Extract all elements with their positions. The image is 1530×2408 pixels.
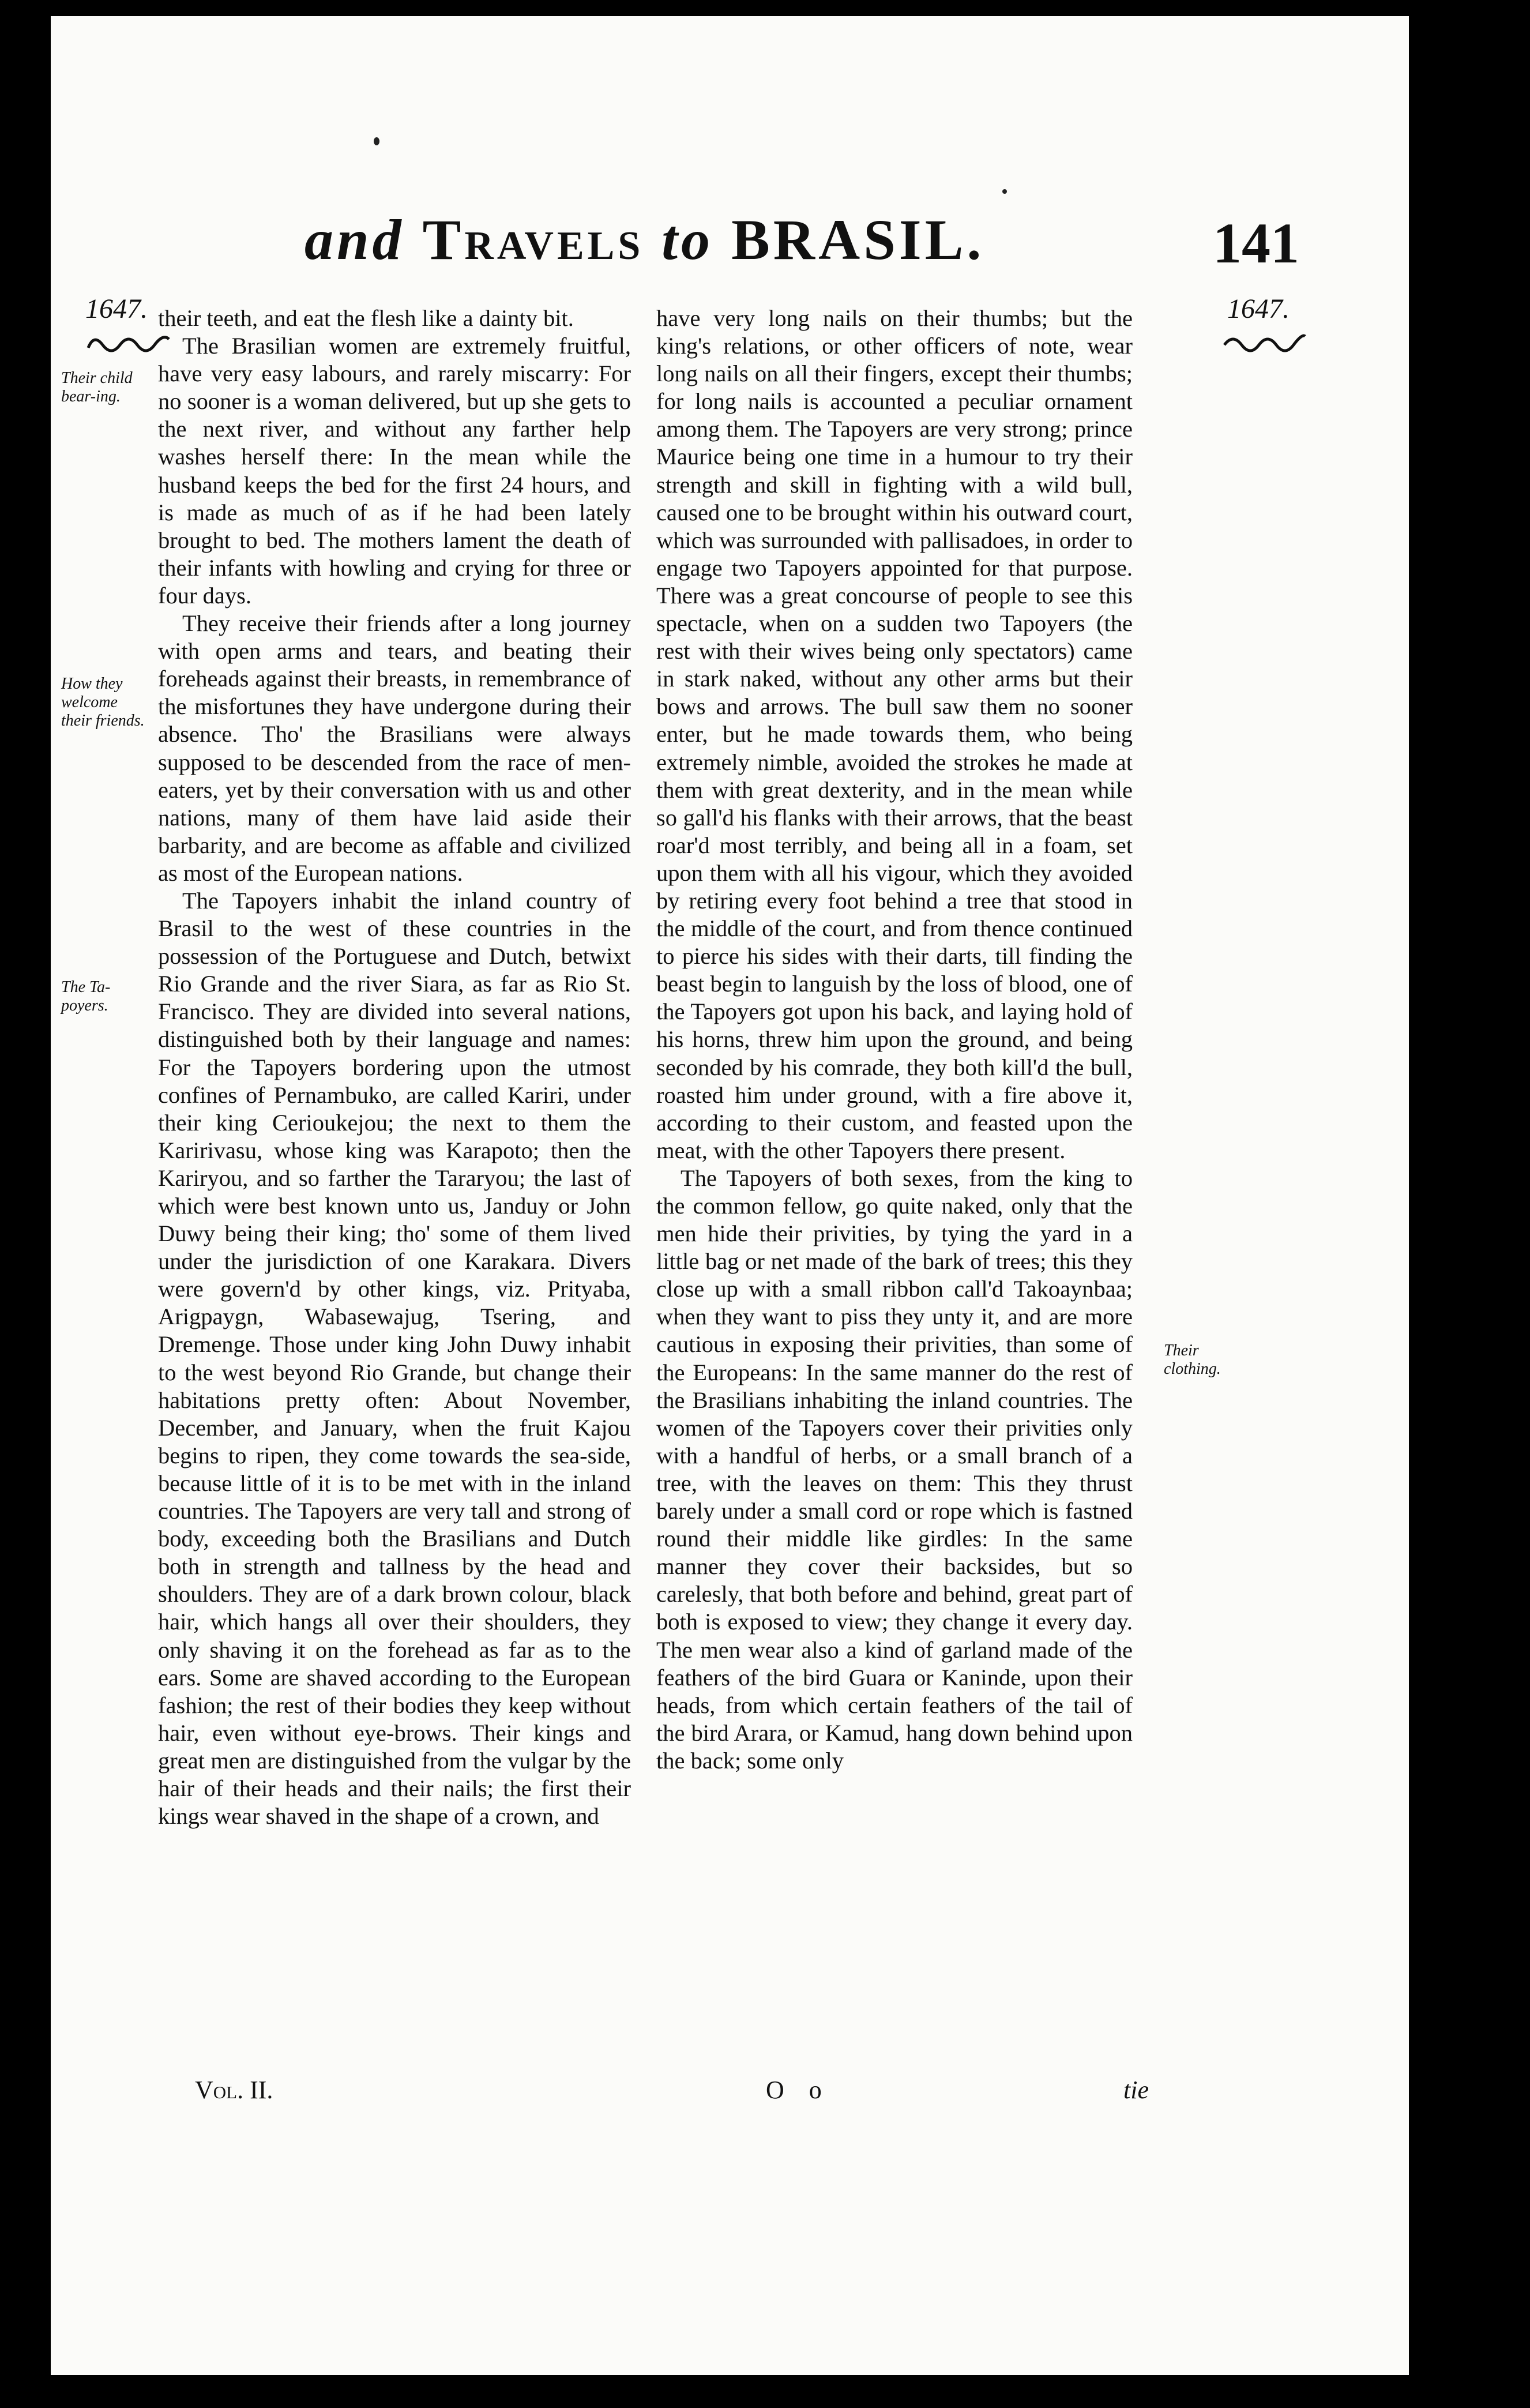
paragraph: have very long nails on their thumbs; but the king's relations, or other officers of note, wear long nails on all their fingers, except their thumbs; for long nails is accounted a peculiar ornament among them. The Tapoyers are very strong; prince Maurice being one time in a humour to try their strength and skill in fighting with a wild bull, caused one to be brought within his outward court, which was surrounded with pallisadoes, in order to engage two Tapoyers appointed for that purpose. There was a great concourse of people to see this spectacle, when on a sudden two Tapoyers (the rest with their wives being only spectators) came in stark naked, without any other arms but their bows and arrows. The bull saw them no sooner enter, but he made towards them, who being extremely nimble, avoided the strokes he made at them with great dexterity, and in the mean while so gall'd his flanks with their arrows, that the beast roar'd most terribly, and being all in a foam, set upon them with all his vigour, which they avoided by retiring every foot behind a tree that stood in the middle of the court, and from thence continued to pierce his sides with their darts, till finding the beast begin to languish by the loss of blood, one of the Tapoyers got upon his back, and laying hold of his horns, threw him upon the ground, and being seconded by his comrade, they both kill'd the bull, roasted him under ground, with a fire above it, according to their custom, and feasted upon the meat, with the other Tapoyers there present. bbox=[656, 305, 1133, 1163]
margin-note-clothing: Their clothing. bbox=[1164, 1342, 1221, 1378]
paragraph: The Tapoyers inhabit the inland country of Brasil to the west of these countries in the possession of the Portuguese and Dutch, betwixt Rio Grande and the river Siara, as far as Rio St. Francisco. They are divided into several nations, distinguished both by their language and names: For the Tapoyers bordering upon the utmost confines of Pernambuko, are called Kariri, under their king Cerioukejou; the next to them the Karirivasu, whose king was Karapoto; then the Kariryou, and so farther the Tararyou; the last of which were best known unto us, Janduy or John Duwy being their king; tho' some of them lived under the jurisdiction of one Karakara. Divers were govern'd by other kings, viz. Prityaba, Arigpaygn, Wabasewajug, Tsering, and Dremenge. Those under king John Duwy inhabit to the west beyond Rio Grande, but change their habitations pretty often: About November, December, and January, when the fruit Kajou begins to ripen, they come towards the sea-side, because little of it is to be met with in the inland countries. The Tapoyers are very tall and strong of body, exceeding both the Brasilians and Dutch both in strength and tallness by the head and shoulders. They are of a dark brown colour, black hair, which hangs all over their shoulders, they only shaving it on the forehead as far as to the ears. Some are shaved according to the European fashion; the rest of their bodies they keep without hair, even without eye-brows. Their kings and great men are distinguished from the vulgar by the hair of their heads and their nails; the first their kings wear shaved in the shape of a crown, and bbox=[158, 887, 631, 1830]
running-header bbox=[51, 206, 1409, 287]
right-column bbox=[656, 305, 1133, 1775]
catchword: tie bbox=[1123, 2076, 1149, 2104]
title-prefix: and bbox=[305, 208, 405, 272]
title-middle: Travels bbox=[422, 208, 644, 272]
paragraph: their teeth, and eat the flesh like a dainty bit. bbox=[158, 305, 574, 331]
margin-year-right: 1647. bbox=[1227, 294, 1290, 324]
margin-note-childbearing: Their child bear-ing. bbox=[61, 369, 133, 405]
left-column bbox=[158, 305, 631, 1830]
margin-note-tapoyers: The Ta-poyers. bbox=[61, 978, 111, 1015]
signature-mark: O o bbox=[766, 2076, 831, 2104]
paragraph: The Brasilian women are extremely fruitful, have very easy labours, and rarely miscarry: For no sooner is a woman delivered, but up she gets to the next river, and without any farther help washes herself there: In the mean while the husband keeps the bed for the first 24 hours, and is made as much of as if he had been lately brought to bed. The mothers lament the death of their infants with howling and crying for three or four days. bbox=[158, 333, 631, 608]
document-page bbox=[51, 16, 1409, 2375]
margin-note-welcome: How they welcome their friends. bbox=[61, 675, 145, 730]
running-title bbox=[305, 206, 984, 273]
ink-speck bbox=[1002, 189, 1007, 194]
page-number: 141 bbox=[1213, 211, 1299, 275]
flourish-right-icon bbox=[1221, 330, 1308, 354]
paragraph: They receive their friends after a long journey with open arms and tears, and beating their foreheads against their breasts, in remembrance of the misfortunes they have undergone during their absence. Tho' the Brasilians were always supposed to be descended from the race of men-eaters, yet by their conversation with us and other nations, many of them have laid aside their barbarity, and are become as affable and civilized as most of the European nations. bbox=[158, 610, 631, 886]
paragraph: The Tapoyers of both sexes, from the king to the common fellow, go quite naked, only that the men hide their privities, by tying the yard in a little bag or net made of the bark of trees; this they close up with a small ribbon call'd Takoaynbaa; when they want to piss they unty it, and are more cautious in exposing their privities, than some of the Europeans: In the same manner do the rest of the Brasilians inhabiting the inland countries. The women of the Tapoyers cover their privities only with a handful of herbs, or a small branch of a tree, with the leaves on them: This they thrust barely under a small cord or rope which is fastned round their middle like girdles: In the same manner they cover their backsides, but so carelesly, that both before and behind, great part of both is exposed to view; they change it every day. The men wear also a kind of garland made of the feathers of the bird Guara or Kaninde, upon their heads, from which certain feathers of the tail of the bird Arara, or Kamud, hang down behind upon the back; some only bbox=[656, 1164, 1133, 1774]
margin-year-left: 1647. bbox=[85, 294, 148, 324]
volume-label: Vol. II. bbox=[195, 2076, 273, 2104]
title-main: BRASIL. bbox=[731, 208, 985, 272]
ink-speck bbox=[374, 137, 379, 145]
title-to: to bbox=[661, 208, 714, 272]
